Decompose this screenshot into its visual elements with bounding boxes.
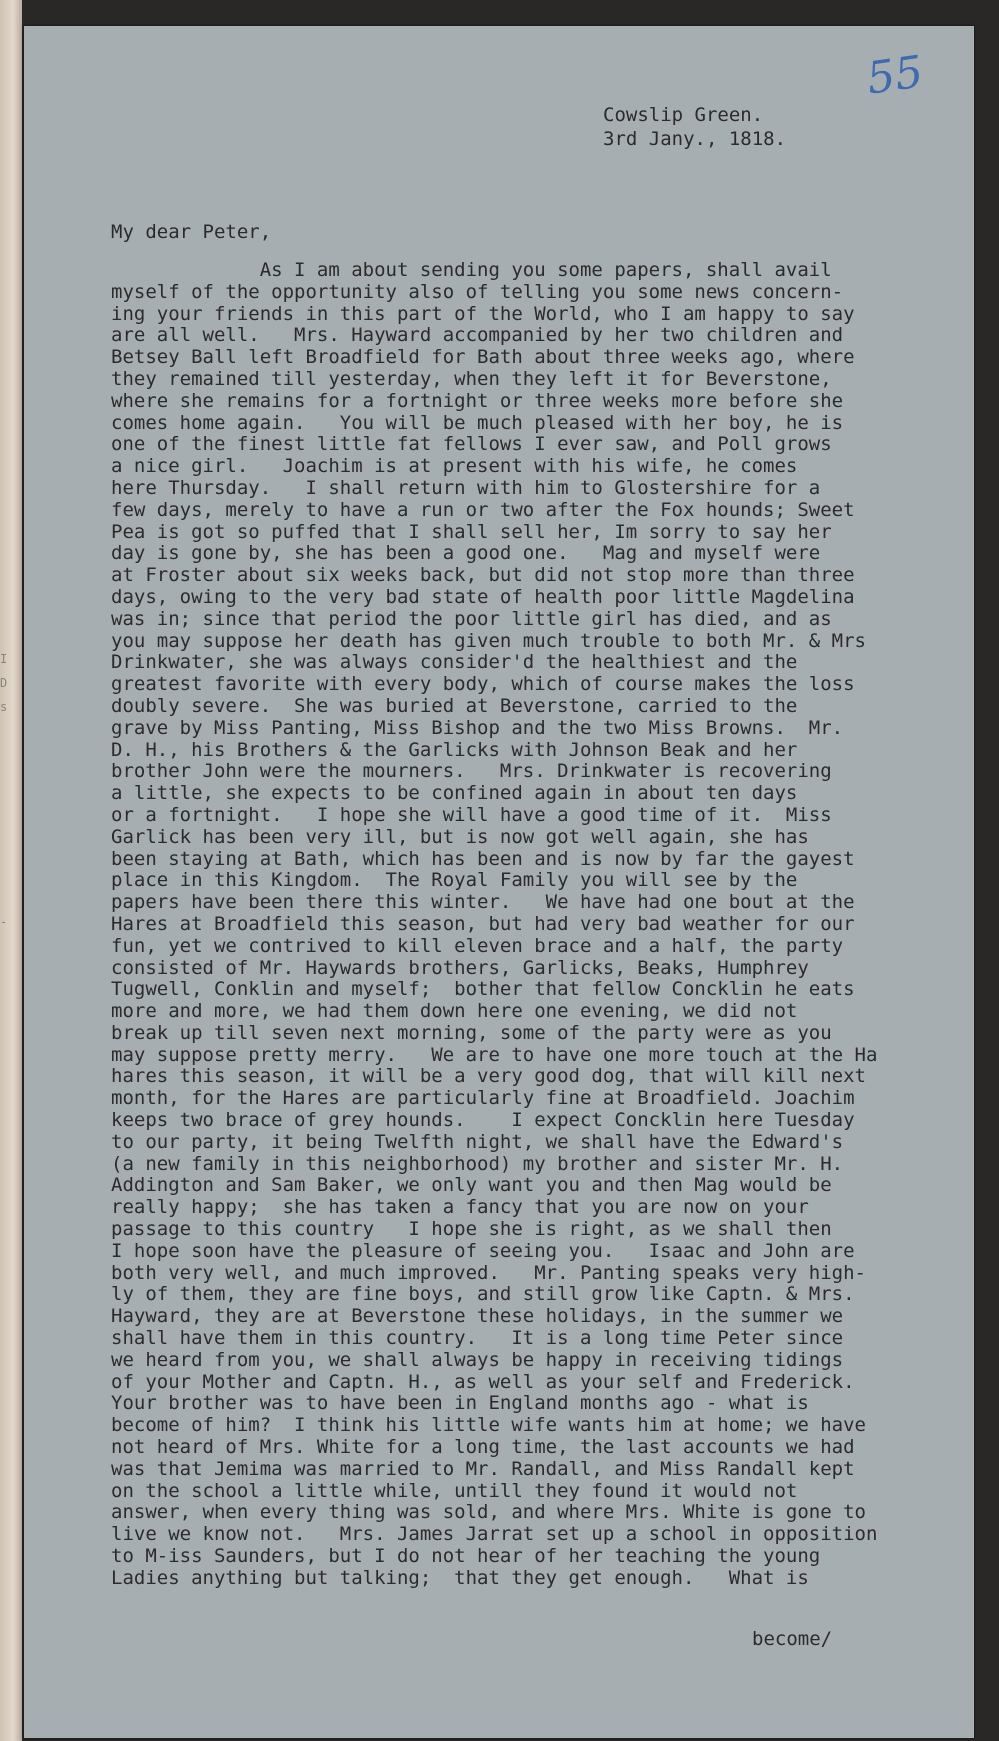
- letter-place: Cowslip Green.: [603, 104, 764, 126]
- body-line: greatest favorite with every body, which of course makes the loss: [111, 673, 855, 696]
- body-line: Your brother was to have been in England months ago - what is: [111, 1392, 809, 1415]
- body-line: been staying at Bath, which has been and is now by far the gayest: [111, 847, 855, 870]
- body-line: Ladies anything but talking; that they get enough. What is: [111, 1566, 809, 1589]
- body-line: of your Mother and Captn. H., as well as your self and Frederick.: [111, 1370, 855, 1393]
- body-line: hares this season, it will be a very good dog, that will kill next: [111, 1065, 866, 1088]
- body-line: I hope soon have the pleasure of seeing you. Isaac and John are: [111, 1239, 855, 1262]
- body-line: Pea is got so puffed that I shall sell her, Im sorry to say her: [111, 520, 832, 543]
- body-line: month, for the Hares are particularly fine at Broadfield. Joachim: [111, 1087, 855, 1110]
- body-line: both very well, and much improved. Mr. Panting speaks very high-: [111, 1261, 866, 1284]
- letter-page: [24, 26, 974, 1738]
- body-line: to M-iss Saunders, but I do not hear of her teaching the young: [111, 1545, 821, 1568]
- body-line: become of him? I think his little wife wants him at home; we have: [111, 1414, 866, 1437]
- body-line: Tugwell, Conklin and myself; bother that fellow Concklin he eats: [111, 978, 855, 1001]
- body-line: grave by Miss Panting, Miss Bishop and the two Miss Browns. Mr.: [111, 716, 844, 739]
- body-line: you may suppose her death has given much trouble to both Mr. & Mrs: [111, 629, 866, 652]
- body-line: more and more, we had them down here one evening, we did not: [111, 1000, 798, 1023]
- body-line: doubly severe. She was buried at Beverstone, carried to the: [111, 694, 798, 717]
- body-line: D. H., his Brothers & the Garlicks with Johnson Beak and her: [111, 738, 798, 761]
- folio-number: 55: [863, 46, 927, 105]
- body-line: to our party, it being Twelfth night, we shall have the Edward's: [111, 1130, 844, 1153]
- body-line: here Thursday. I shall return with him to Glostershire for a: [111, 476, 821, 499]
- body-line: fun, yet we contrived to kill eleven brace and a half, the party: [111, 934, 844, 957]
- body-line: a little, she expects to be confined again in about ten days: [111, 782, 798, 805]
- edge-mark: -: [0, 915, 8, 929]
- body-line: As I am about sending you some papers, shall avail: [111, 260, 832, 281]
- body-line: day is gone by, she has been a good one. Mag and myself were: [111, 542, 821, 565]
- body-line: break up till seven next morning, some of the party were as you: [111, 1021, 832, 1044]
- body-line: papers have been there this winter. We have had one bout at the: [111, 891, 855, 914]
- letter-body: [111, 260, 991, 1590]
- body-line: days, owing to the very bad state of health poor little Magdelina: [111, 585, 855, 608]
- body-line: at Froster about six weeks back, but did not stop more than three: [111, 564, 855, 587]
- body-line: we heard from you, we shall always be happy in receiving tidings: [111, 1348, 844, 1371]
- body-line: brother John were the mourners. Mrs. Drinkwater is recovering: [111, 760, 832, 783]
- body-line: answer, when every thing was sold, and where Mrs. White is gone to: [111, 1501, 866, 1524]
- body-line: a nice girl. Joachim is at present with his wife, he comes: [111, 455, 798, 478]
- body-line: keeps two brace of grey hounds. I expect Concklin here Tuesday: [111, 1109, 855, 1132]
- body-line: Drinkwater, she was always consider'd the healthiest and the: [111, 651, 798, 674]
- body-line: or a fortnight. I hope she will have a good time of it. Miss: [111, 803, 832, 826]
- body-line: was in; since that period the poor little girl has died, and as: [111, 607, 832, 630]
- body-line: Garlick has been very ill, but is now got well again, she has: [111, 825, 809, 848]
- salutation: My dear Peter,: [111, 221, 272, 243]
- body-line: place in this Kingdom. The Royal Family you will see by the: [111, 869, 798, 892]
- body-line: (a new family in this neighborhood) my brother and sister Mr. H.: [111, 1152, 844, 1175]
- body-line: passage to this country I hope she is right, as we shall then: [111, 1218, 832, 1241]
- body-line: ly of them, they are fine boys, and still grow like Captn. & Mrs.: [111, 1283, 855, 1306]
- body-line: myself of the opportunity also of telling you some news concern-: [111, 280, 844, 303]
- body-line: consisted of Mr. Haywards brothers, Garlicks, Beaks, Humphrey: [111, 956, 809, 979]
- edge-mark: D: [0, 676, 8, 690]
- body-line: on the school a little while, untill they found it would not: [111, 1479, 798, 1502]
- body-line: was that Jemima was married to Mr. Randall, and Miss Randall kept: [111, 1457, 855, 1480]
- body-line: really happy; she has taken a fancy that you are now on your: [111, 1196, 809, 1219]
- body-line: shall have them in this country. It is a long time Peter since: [111, 1327, 844, 1350]
- body-line: Betsey Ball left Broadfield for Bath about three weeks ago, where: [111, 346, 855, 369]
- body-line: comes home again. You will be much pleased with her boy, he is: [111, 411, 844, 434]
- body-line: may suppose pretty merry. We are to have one more touch at the Ha: [111, 1043, 878, 1066]
- body-line: few days, merely to have a run or two after the Fox hounds; Sweet: [111, 498, 855, 521]
- body-line: not heard of Mrs. White for a long time, the last accounts we had: [111, 1436, 855, 1459]
- catchword: become/: [752, 1628, 833, 1650]
- body-line: Addington and Sam Baker, we only want you and then Mag would be: [111, 1174, 832, 1197]
- edge-mark: I: [0, 652, 8, 666]
- body-line: are all well. Mrs. Hayward accompanied by her two children and: [111, 324, 844, 347]
- body-line: where she remains for a fortnight or three weeks more before she: [111, 389, 844, 412]
- adjacent-page-edge: [0, 0, 22, 1741]
- body-line: they remained till yesterday, when they left it for Beverstone,: [111, 367, 832, 390]
- body-line: Hares at Broadfield this season, but had very bad weather for our: [111, 912, 855, 935]
- edge-mark: s: [0, 700, 8, 714]
- body-line: Hayward, they are at Beverstone these holidays, in the summer we: [111, 1305, 844, 1328]
- letter-date: 3rd Jany., 1818.: [603, 128, 787, 150]
- body-line: one of the finest little fat fellows I ever saw, and Poll grows: [111, 433, 832, 456]
- body-line: ing your friends in this part of the World, who I am happy to say: [111, 302, 855, 325]
- body-line: live we know not. Mrs. James Jarrat set up a school in opposition: [111, 1523, 878, 1546]
